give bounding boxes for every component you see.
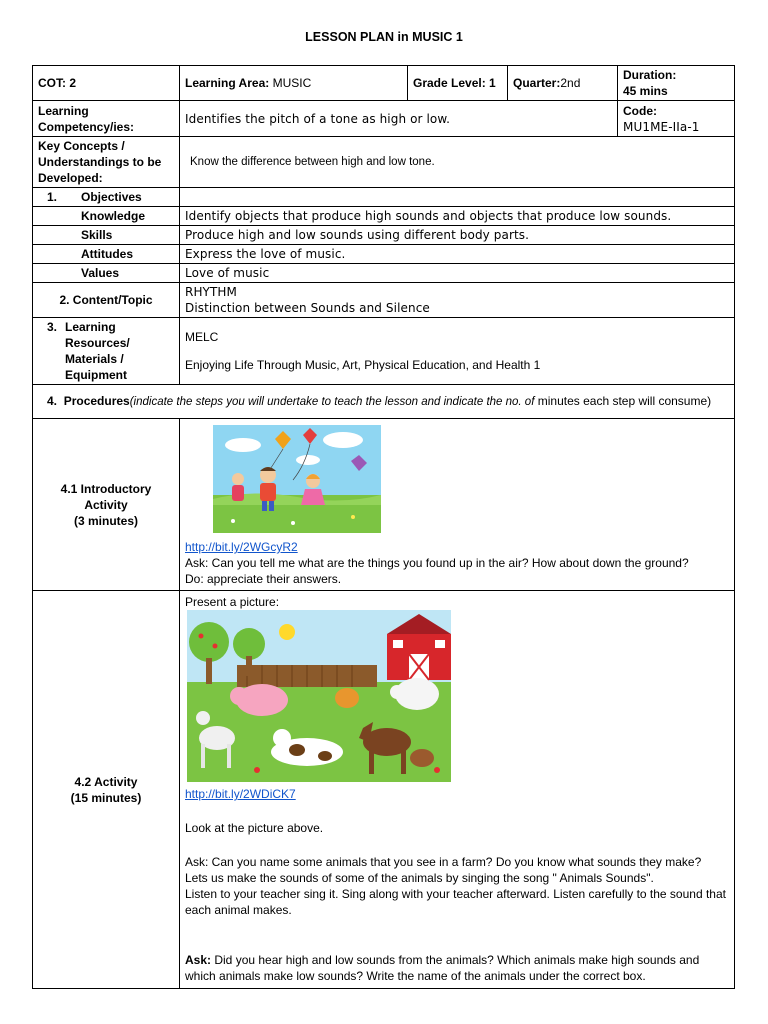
activity-content: Present a picture: http://bit.ly/2WDiCK7 Look at the picture above. Ask: Can you name some animals that you see in a farm? Do you know what sounds they make? Lets us make the sounds of some of the animals by singing the song " Animals Sounds". Listen to your teacher sing it. Sing along with your teacher afterward. Listen carefully to the sound that each animal makes. Ask: Did you hear high and low sounds from the animals? Which animals make high sounds and which animals make low sounds? Write the name of the animals under the correct box. <box>180 591 735 989</box>
activity-final-ask: Ask: Did you hear high and low sounds from the animals? Which animals make high sounds and which animals make low sounds? Write the name of the animals under the correct box. <box>185 953 700 983</box>
objective-value: Identify objects that produce high sounds and objects that produce low sounds. <box>180 207 735 226</box>
header-row <box>33 66 735 101</box>
objective-label: Attitudes <box>33 245 180 264</box>
intro-activity-content <box>180 419 735 591</box>
activity-ask2-text: Lets us make the sounds of some of the animals by singing the song " Animals Sounds". <box>185 871 654 885</box>
objective-knowledge-row <box>33 207 735 226</box>
kids-flying-kites-image <box>213 425 381 533</box>
key-concepts-row <box>33 137 735 188</box>
cot-cell: COT: 2 <box>33 66 180 101</box>
objective-values-row <box>33 264 735 283</box>
objective-value: Express the love of music. <box>180 245 735 264</box>
key-concepts-value: Know the difference between high and low tone. <box>180 137 735 188</box>
grade-level-cell: Grade Level: 1 <box>408 66 508 101</box>
activity-image-link[interactable]: http://bit.ly/2WDiCK7 <box>185 787 296 801</box>
document-title: LESSON PLAN in MUSIC 1 <box>305 30 463 44</box>
quarter-cell: Quarter:2nd <box>508 66 618 101</box>
objective-skills-row <box>33 226 735 245</box>
objective-label: Knowledge <box>33 207 180 226</box>
content-value: RHYTHM Distinction between Sounds and Silence <box>180 283 735 318</box>
competency-label: Learning Competency/ies: <box>33 101 180 137</box>
look-text: Look at the picture above. <box>185 821 324 835</box>
farm-animals-image <box>187 610 451 782</box>
objectives-label: 1. Objectives <box>33 188 180 207</box>
objectives-row <box>33 188 735 207</box>
key-concepts-label: Key Concepts / Understandings to be Developed: <box>33 137 180 188</box>
activity-label: 4.2 Activity (15 minutes) <box>33 591 180 989</box>
competency-row <box>33 101 735 137</box>
objective-label: Skills <box>33 226 180 245</box>
resources-label: 3. Learning Resources/ Materials / Equipment <box>33 318 180 385</box>
objective-value: Produce high and low sounds using different body parts. <box>180 226 735 245</box>
objective-value: Love of music <box>180 264 735 283</box>
procedures-row <box>33 385 735 419</box>
lesson-plan-table <box>32 65 735 989</box>
activity-ask3-text: Listen to your teacher sing it. Sing along with your teacher afterward. Listen carefully to the sound that each animal makes. <box>185 887 726 917</box>
intro-ask-text: Ask: Can you tell me what are the things you found up in the air? How about down the ground? <box>185 556 689 570</box>
activity-ask1-text: Ask: Can you name some animals that you see in a farm? Do you know what sounds they make? <box>185 855 702 869</box>
objective-label: Values <box>33 264 180 283</box>
activity-row <box>33 591 735 989</box>
duration-cell: Duration: 45 mins <box>618 66 735 101</box>
intro-activity-row <box>33 419 735 591</box>
intro-do-text: Do: appreciate their answers. <box>185 572 342 586</box>
resources-row <box>33 318 735 385</box>
intro-image-link[interactable]: http://bit.ly/2WGcyR2 <box>185 540 298 554</box>
resources-value: MELC Enjoying Life Through Music, Art, Physical Education, and Health 1 <box>180 318 735 385</box>
content-label: 2. Content/Topic <box>33 283 180 318</box>
code-cell: Code: MU1ME-IIa-1 <box>618 101 735 137</box>
procedures-cell: 4. Procedures(indicate the steps you will undertake to teach the lesson and indicate the no. of minutes each step will consume) <box>33 385 735 419</box>
objective-attitudes-row <box>33 245 735 264</box>
learning-area-cell: Learning Area: MUSIC <box>180 66 408 101</box>
content-row <box>33 283 735 318</box>
intro-activity-label: 4.1 Introductory Activity (3 minutes) <box>33 419 180 591</box>
competency-value: Identifies the pitch of a tone as high or low. <box>180 101 618 137</box>
